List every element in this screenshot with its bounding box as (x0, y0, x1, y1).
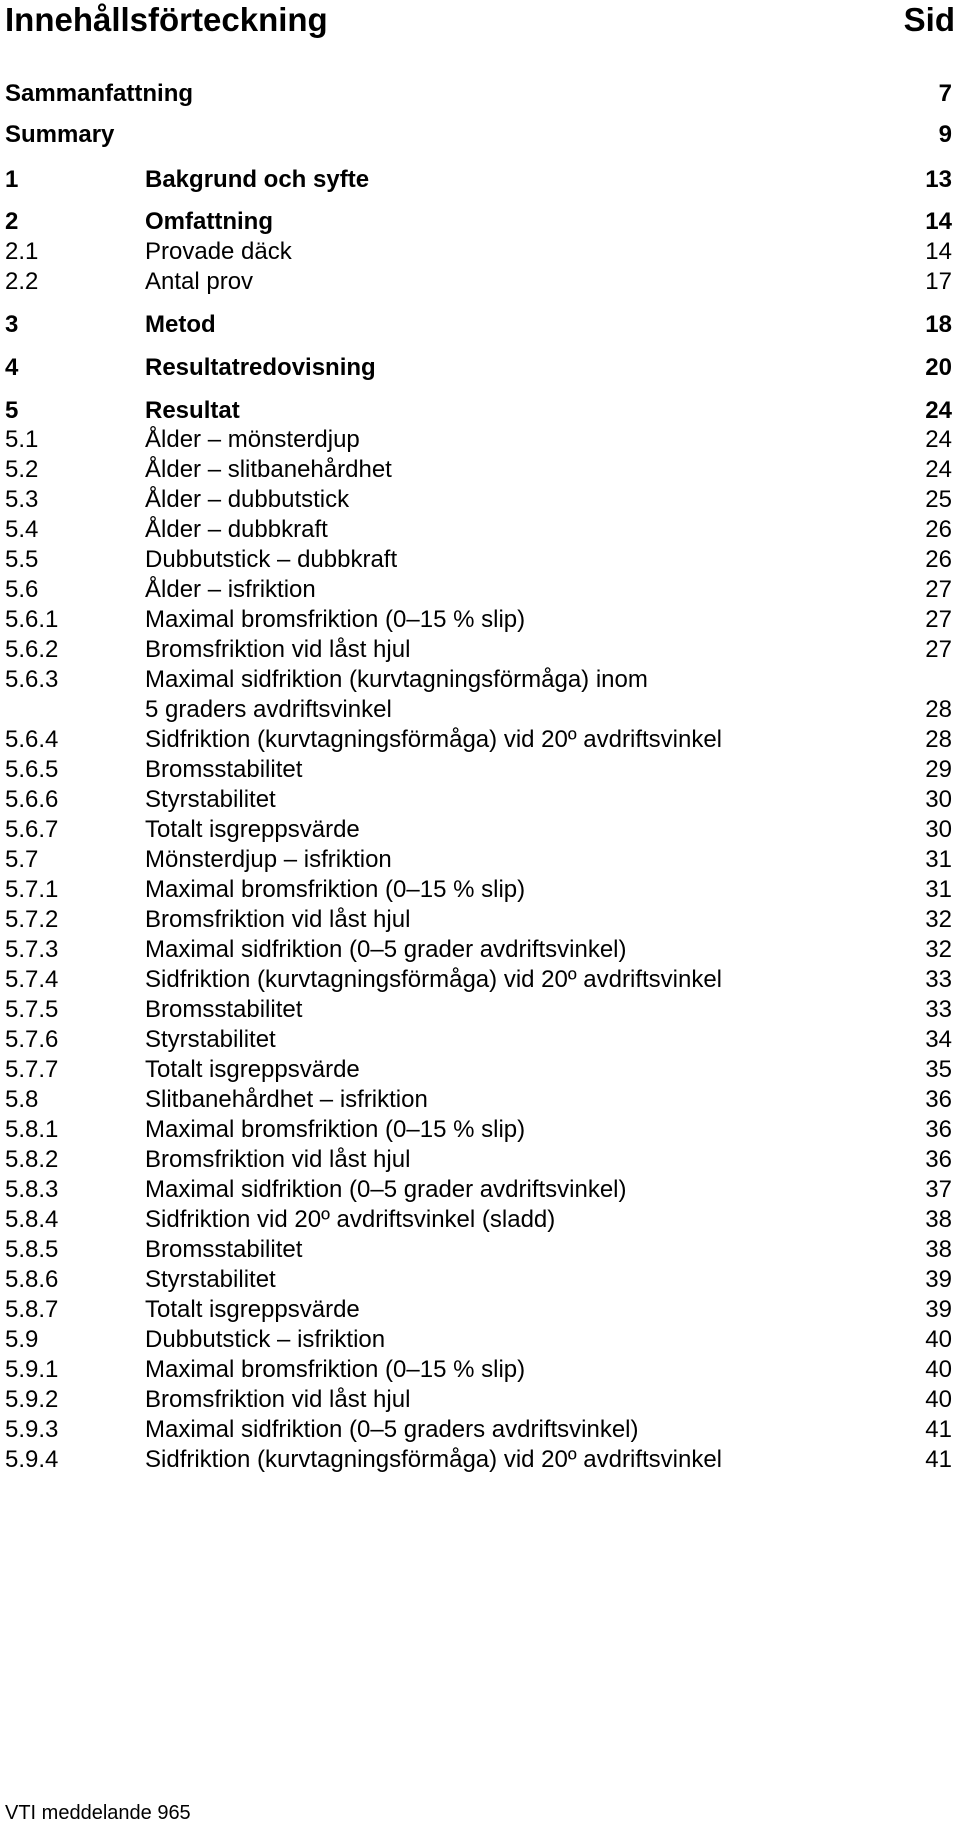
toc-entry-title: Maximal sidfriktion (0–5 graders avdriftsvinkel) (145, 1416, 639, 1443)
toc-entry (0, 1114, 960, 1146)
toc-entry-title: Sidfriktion (kurvtagningsförmåga) vid 20º avdriftsvinkel (145, 1446, 723, 1473)
toc-entry-page: 32 (925, 906, 952, 933)
toc-entry-page: 9 (938, 121, 952, 148)
toc-entry (0, 1414, 960, 1446)
toc-entry-number: 5.1 (5, 426, 39, 453)
toc-entry-page: 27 (925, 636, 952, 663)
toc-entry-title: Ålder – dubbutstick (145, 486, 350, 513)
toc-entry-number: 5.7.1 (5, 876, 59, 903)
toc-entry (0, 236, 960, 268)
toc-entry-number: 2.2 (5, 268, 39, 295)
toc-entry-title: Bakgrund och syfte (145, 166, 370, 193)
toc-entry-title: Provade däck (145, 238, 292, 265)
toc-entry-number: 2 (5, 208, 19, 235)
toc-entry-page: 35 (925, 1056, 952, 1083)
toc-entry-title: Maximal bromsfriktion (0–15 % slip) (145, 606, 526, 633)
toc-entry-page: 30 (925, 786, 952, 813)
toc-entry (0, 874, 960, 906)
toc-entry-number: 5.9 (5, 1326, 39, 1353)
toc-entry-title: Omfattning (145, 208, 273, 235)
toc-entry (0, 754, 960, 786)
toc-entry (0, 604, 960, 636)
toc-entry (0, 634, 960, 666)
toc-entry-page: 7 (938, 80, 952, 107)
toc-entry-number: 5.9.2 (5, 1386, 59, 1413)
toc-entry-title: Bromsfriktion vid låst hjul (145, 1386, 411, 1413)
toc-entry-page: 25 (925, 486, 952, 513)
toc-entry-number: 5.6.7 (5, 816, 59, 843)
toc-entry-page: 31 (925, 876, 952, 903)
toc-entry (0, 574, 960, 606)
toc-entry-title: Maximal sidfriktion (kurvtagningsförmåga) inom (145, 666, 648, 693)
toc-entry-title: Styrstabilitet (145, 1266, 276, 1293)
toc-entry-number: 5.8.5 (5, 1236, 59, 1263)
toc-entry-number: 5.6.3 (5, 666, 59, 693)
toc-entry-number: 5.7 (5, 846, 39, 873)
toc-entry (0, 1354, 960, 1386)
toc-entry-number: 2.1 (5, 238, 39, 265)
toc-entry-number: 5.9.4 (5, 1446, 59, 1473)
toc-entry-title: Maximal sidfriktion (0–5 grader avdriftsvinkel) (145, 936, 627, 963)
toc-entry-title: Totalt isgreppsvärde (145, 1296, 360, 1323)
toc-entry (0, 1084, 960, 1116)
toc-entry-number: 5.9.3 (5, 1416, 59, 1443)
toc-entry (0, 994, 960, 1026)
toc-entry-number: 5.4 (5, 516, 39, 543)
toc-entry (0, 1054, 960, 1086)
toc-entry-title: Dubbutstick – dubbkraft (145, 546, 398, 573)
toc-entry (0, 694, 960, 726)
toc-entry-number: 5.6.1 (5, 606, 59, 633)
toc-entry-title: Dubbutstick – isfriktion (145, 1326, 386, 1353)
toc-entry (0, 844, 960, 876)
toc-entry (0, 934, 960, 966)
toc-entry-title: Sidfriktion (kurvtagningsförmåga) vid 20º avdriftsvinkel (145, 966, 723, 993)
toc-entry-page: 27 (925, 606, 952, 633)
toc-entry-number: 5.7.5 (5, 996, 59, 1023)
toc-entry-title: Bromsstabilitet (145, 996, 303, 1023)
toc-entry-page: 14 (925, 238, 952, 265)
toc-entry-number: 3 (5, 311, 19, 338)
toc-entry-number: 1 (5, 166, 19, 193)
toc-entry (0, 1234, 960, 1266)
toc-entry-number: 5.6.6 (5, 786, 59, 813)
toc-entry (0, 664, 960, 696)
toc-entry-title: Antal prov (145, 268, 254, 295)
toc-entry (0, 1174, 960, 1206)
toc-entry (0, 78, 960, 110)
toc-entry-title: Resultatredovisning (145, 354, 376, 381)
toc-entry-number: 5.3 (5, 486, 39, 513)
toc-entry-title: Ålder – mönsterdjup (145, 426, 360, 453)
toc-entry-page: 17 (925, 268, 952, 295)
toc-entry-title: Sidfriktion (kurvtagningsförmåga) vid 20º avdriftsvinkel (145, 726, 723, 753)
toc-entry (0, 352, 960, 384)
toc-entry-number: 5.5 (5, 546, 39, 573)
toc-entry (0, 1144, 960, 1176)
toc-entry-title: Ålder – slitbanehårdhet (145, 456, 392, 483)
toc-entry-title: Maximal bromsfriktion (0–15 % slip) (145, 876, 526, 903)
toc-entry (0, 484, 960, 516)
toc-entry-number: 5 (5, 397, 19, 424)
toc-entry-title: Totalt isgreppsvärde (145, 1056, 360, 1083)
toc-entry-page: 30 (925, 816, 952, 843)
toc-entry (0, 1384, 960, 1416)
toc-entry (0, 724, 960, 756)
toc-entry-number: 5.7.3 (5, 936, 59, 963)
toc-entry-number: 5.8.7 (5, 1296, 59, 1323)
toc-entry-number: 5.8.1 (5, 1116, 59, 1143)
toc-entry (0, 1204, 960, 1236)
toc-entry-page: 33 (925, 966, 952, 993)
toc-entry-number: 5.6.5 (5, 756, 59, 783)
toc-entry-title: Bromsstabilitet (145, 1236, 303, 1263)
toc-entry-title: Styrstabilitet (145, 786, 276, 813)
toc-entry-page: 26 (925, 516, 952, 543)
toc-entry-page: 39 (925, 1266, 952, 1293)
toc-entry-page: 36 (925, 1086, 952, 1113)
toc-entry-page: 38 (925, 1206, 952, 1233)
toc-entry-page: 32 (925, 936, 952, 963)
toc-entry (0, 544, 960, 576)
toc-entry-page: 39 (925, 1296, 952, 1323)
toc-entry-page: 36 (925, 1146, 952, 1173)
toc-entry-number: 5.8.2 (5, 1146, 59, 1173)
toc-entry-number: 5.8 (5, 1086, 39, 1113)
toc-entry (0, 904, 960, 936)
toc-entry-page: 29 (925, 756, 952, 783)
toc-entry (0, 514, 960, 546)
toc-entry-title: Styrstabilitet (145, 1026, 276, 1053)
toc-entry-number: 5.7.7 (5, 1056, 59, 1083)
toc-entry-number: 5.6.2 (5, 636, 59, 663)
toc-entry (0, 424, 960, 456)
toc-entry (0, 309, 960, 341)
toc-entry (0, 784, 960, 816)
toc-entry-page: 33 (925, 996, 952, 1023)
toc-entry (0, 964, 960, 996)
toc-entry-page: 14 (925, 208, 952, 235)
toc-entry-title: Maximal bromsfriktion (0–15 % slip) (145, 1116, 526, 1143)
toc-entry-title: Bromsstabilitet (145, 756, 303, 783)
toc-entry-page: 38 (925, 1236, 952, 1263)
toc-entry-title: Mönsterdjup – isfriktion (145, 846, 392, 873)
toc-entry-number: 5.7.6 (5, 1026, 59, 1053)
toc-entry-page: 28 (925, 726, 952, 753)
page-column-label: Sid (903, 1, 955, 38)
toc-entry (0, 206, 960, 238)
toc-entry-title: Ålder – isfriktion (145, 576, 316, 603)
toc-entry-number: 5.7.4 (5, 966, 59, 993)
toc-entry-page: 28 (925, 696, 952, 723)
toc-entry-title: Slitbanehårdhet – isfriktion (145, 1086, 428, 1113)
toc-entry-title: Sidfriktion vid 20º avdriftsvinkel (sladd) (145, 1206, 556, 1233)
toc-entry (0, 1294, 960, 1326)
toc-entry-number: 5.8.3 (5, 1176, 59, 1203)
toc-entry-number: 5.2 (5, 456, 39, 483)
toc-entry-title: Bromsfriktion vid låst hjul (145, 1146, 411, 1173)
toc-entry-page: 24 (925, 397, 952, 424)
toc-entry-title: Summary (5, 121, 115, 148)
toc-entry-title: Bromsfriktion vid låst hjul (145, 906, 411, 933)
footer-text: VTI meddelande 965 (5, 1802, 191, 1824)
toc-entry-page: 18 (925, 311, 952, 338)
toc-entry-title: Bromsfriktion vid låst hjul (145, 636, 411, 663)
toc-entry-number: 5.8.4 (5, 1206, 59, 1233)
toc-entry-number: 4 (5, 354, 19, 381)
toc-entry-title: Resultat (145, 397, 240, 424)
toc-entry (0, 395, 960, 427)
toc-entry-page: 36 (925, 1116, 952, 1143)
toc-entry-page: 34 (925, 1026, 952, 1053)
toc-entry (0, 1324, 960, 1356)
toc-entry-title: Metod (145, 311, 216, 338)
page-title: Innehållsförteckning (5, 1, 328, 38)
toc-entry-page: 24 (925, 426, 952, 453)
toc-entry-page: 40 (925, 1326, 952, 1353)
toc-entry-title: 5 graders avdriftsvinkel (145, 696, 392, 723)
toc-entry-number: 5.8.6 (5, 1266, 59, 1293)
toc-entry-number: 5.7.2 (5, 906, 59, 933)
toc-entry-page: 27 (925, 576, 952, 603)
toc-entry (0, 1444, 960, 1476)
toc-entry-page: 41 (925, 1416, 952, 1443)
toc-entry-page: 13 (925, 166, 952, 193)
toc-entry (0, 454, 960, 486)
toc-entry-page: 40 (925, 1356, 952, 1383)
toc-entry-number: 5.6 (5, 576, 39, 603)
toc-entry (0, 814, 960, 846)
toc-entry-number: 5.9.1 (5, 1356, 59, 1383)
toc-entry-page: 41 (925, 1446, 952, 1473)
toc-entry-page: 40 (925, 1386, 952, 1413)
toc-entry (0, 164, 960, 196)
toc-entry (0, 1264, 960, 1296)
toc-entry-page: 37 (925, 1176, 952, 1203)
toc-entry-number: 5.6.4 (5, 726, 59, 753)
toc-entry-page: 24 (925, 456, 952, 483)
toc-entry-title: Ålder – dubbkraft (145, 516, 328, 543)
toc-entry-title: Maximal bromsfriktion (0–15 % slip) (145, 1356, 526, 1383)
toc-entry (0, 266, 960, 298)
toc-entry-page: 26 (925, 546, 952, 573)
toc-entry (0, 1024, 960, 1056)
toc-entry-title: Totalt isgreppsvärde (145, 816, 360, 843)
toc-entry-title: Maximal sidfriktion (0–5 grader avdriftsvinkel) (145, 1176, 627, 1203)
toc-entry (0, 119, 960, 151)
toc-entry-page: 20 (925, 354, 952, 381)
toc-entry-title: Sammanfattning (5, 80, 194, 107)
toc-entry-page: 31 (925, 846, 952, 873)
